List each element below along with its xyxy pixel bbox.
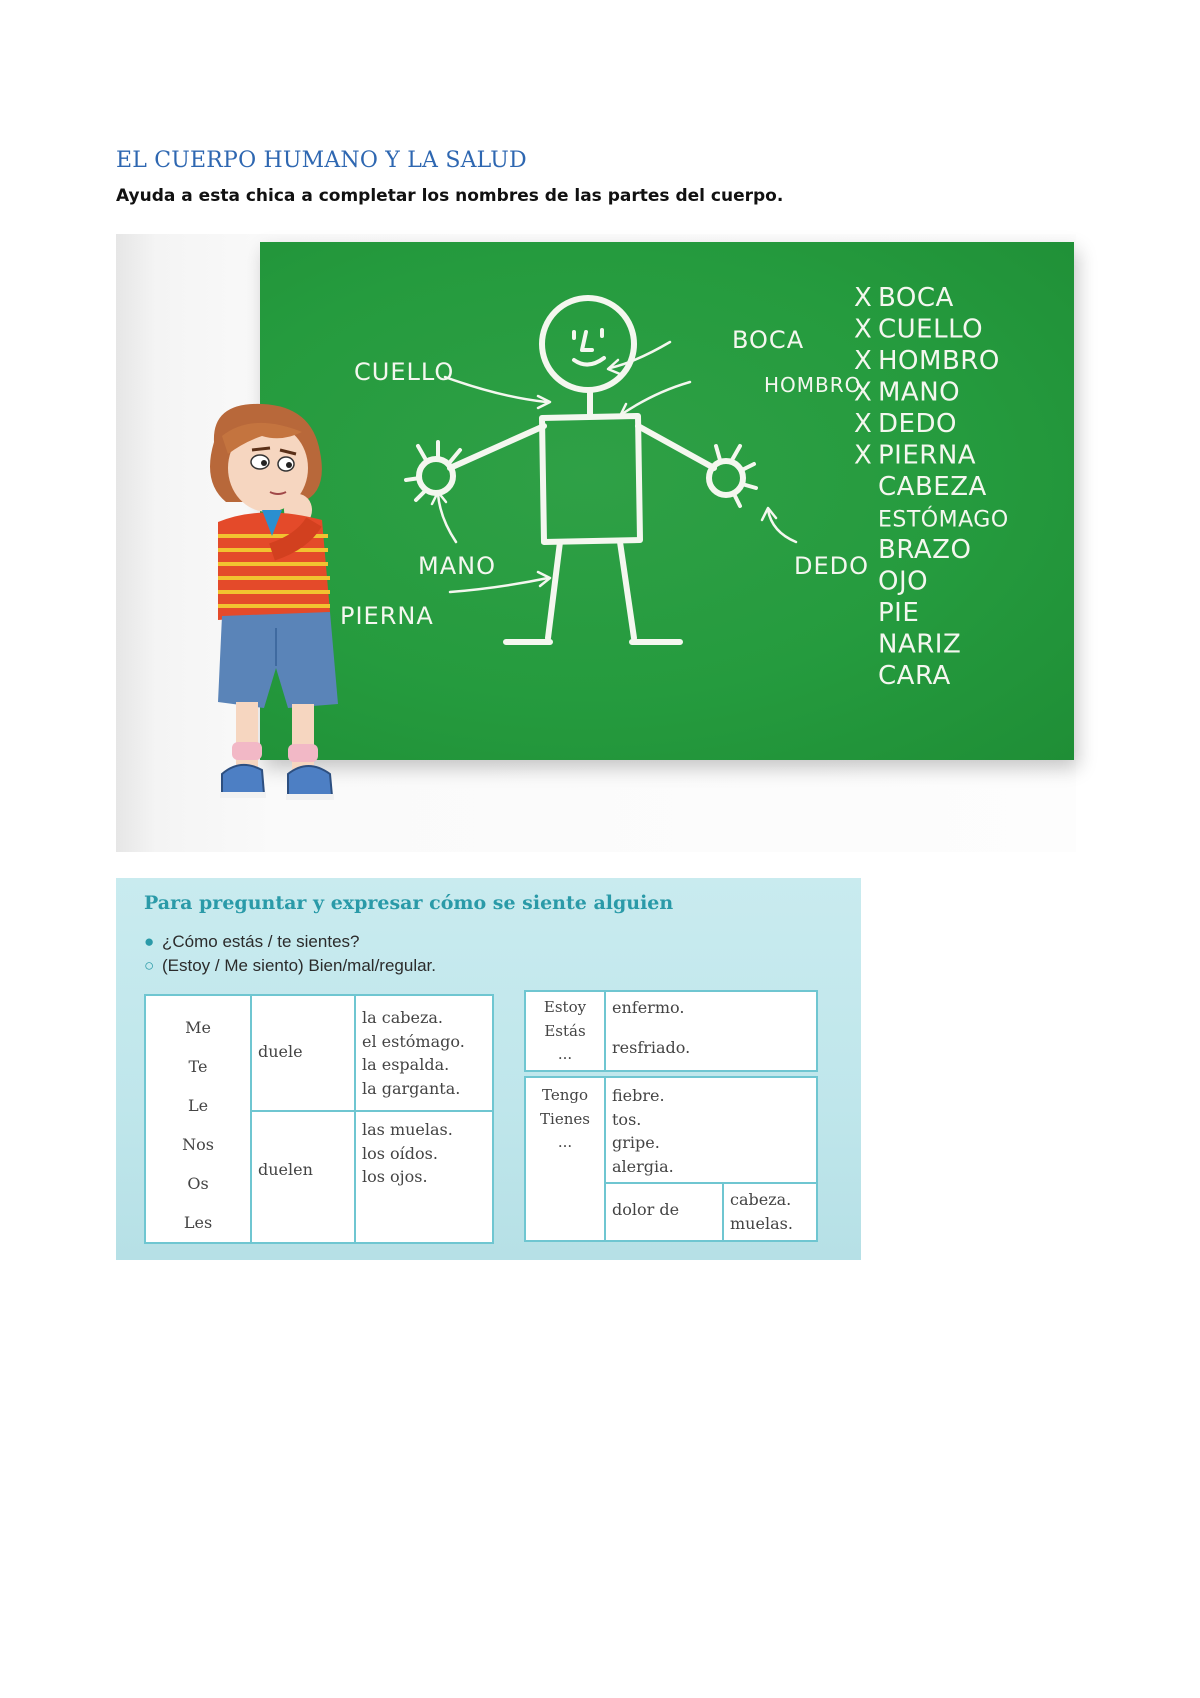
checklist-word: DEDO — [878, 409, 957, 439]
checklist-word: NARIZ — [878, 629, 962, 660]
verb-duelen: duelen — [258, 1160, 313, 1179]
pronoun-column — [146, 1008, 250, 1242]
checklist-word: PIERNA — [878, 440, 977, 471]
checkmark-x-icon: X — [854, 440, 873, 471]
body-parts-illustration — [116, 234, 1076, 852]
tengo-items-list — [612, 1084, 674, 1178]
duele-item: la garganta. — [362, 1078, 461, 1098]
page-subtitle: Ayuda a esta chica a completar los nombres de las partes del cuerpo. — [116, 186, 784, 206]
expressions-title: Para preguntar y expresar cómo se siente alguien — [144, 892, 674, 914]
answer-text: (Estoy / Me siento) Bien/mal/regular. — [162, 956, 437, 975]
pronoun-item: Le — [187, 1096, 209, 1115]
duelen-item: los oídos. — [362, 1143, 438, 1163]
checklist-word: BOCA — [878, 283, 954, 313]
duele-item: la cabeza. — [362, 1008, 444, 1027]
checklist-word: MANO — [878, 377, 961, 408]
tengo-verb: Tienes — [540, 1109, 590, 1128]
label-cuello: CUELLO — [354, 358, 455, 386]
question-line — [144, 932, 359, 952]
duelen-item: las muelas. — [362, 1120, 453, 1139]
label-dedo: DEDO — [794, 552, 870, 580]
checkmark-x-icon: X — [854, 314, 873, 345]
pronoun-item: Nos — [182, 1135, 214, 1154]
label-boca: BOCA — [732, 326, 805, 354]
duele-item: la espalda. — [362, 1055, 450, 1074]
dolor-de-text: dolor de — [612, 1200, 680, 1219]
expressions-box — [116, 878, 861, 1260]
estoy-verb: ... — [557, 1045, 573, 1063]
duelen-items-list — [362, 1118, 453, 1189]
checklist-word: OJO — [878, 566, 929, 597]
checkmark-x-icon: X — [854, 409, 873, 439]
tengo-verbs-column — [526, 1084, 604, 1155]
dolor-items-list — [730, 1188, 793, 1235]
duelen-item: los ojos. — [362, 1167, 428, 1186]
estoy-verb: Estás — [544, 1021, 586, 1040]
dolor-item: cabeza. — [730, 1190, 792, 1209]
pronoun-item: Te — [188, 1057, 208, 1076]
checkmark-x-icon: X — [854, 283, 873, 313]
pronoun-item: Les — [183, 1213, 213, 1232]
girl-character-illustration — [152, 402, 352, 822]
estoy-item-resfriado: resfriado. — [612, 1038, 691, 1057]
tengo-item: alergia. — [612, 1156, 674, 1176]
tengo-table — [524, 1076, 818, 1242]
duele-items-list — [362, 1006, 465, 1100]
pronoun-item: Os — [187, 1174, 209, 1193]
checkmark-x-icon: X — [854, 377, 873, 408]
checklist-word: PIE — [878, 598, 920, 628]
word-checklist — [854, 283, 1009, 691]
duele-table — [144, 994, 494, 1244]
label-hombro: HOMBRO — [764, 373, 862, 397]
tengo-verb: ... — [557, 1133, 573, 1151]
chalkboard — [260, 242, 1074, 760]
checklist-word: ESTÓMAGO — [878, 507, 1009, 533]
pronoun-item: Me — [185, 1018, 211, 1037]
verb-duele: duele — [258, 1042, 303, 1061]
tengo-verb: Tengo — [541, 1086, 588, 1104]
stick-head — [542, 298, 634, 390]
estoy-table — [524, 990, 818, 1072]
checklist-word: CARA — [878, 661, 951, 691]
estoy-verb: Estoy — [543, 998, 587, 1016]
tengo-item: fiebre. — [612, 1086, 665, 1105]
page-title: EL CUERPO HUMANO Y LA SALUD — [116, 148, 527, 173]
checkmark-x-icon: X — [854, 346, 873, 376]
estoy-verbs-column — [526, 996, 604, 1067]
hollow-bullet-icon: ○ — [144, 956, 155, 975]
answer-line — [144, 956, 436, 976]
checklist-word: CABEZA — [878, 472, 987, 502]
estoy-item-enfermo: enfermo. — [612, 998, 685, 1017]
duele-item: el estómago. — [362, 1031, 465, 1051]
checklist-word: HOMBRO — [878, 346, 1000, 376]
stick-figure-drawing — [260, 242, 1074, 760]
question-text: ¿Cómo estás / te sientes? — [162, 932, 360, 951]
tengo-item: gripe. — [612, 1133, 660, 1152]
label-mano: MANO — [418, 552, 496, 580]
checklist-word: BRAZO — [878, 535, 972, 565]
dolor-item: muelas. — [730, 1213, 793, 1233]
stick-body — [542, 416, 640, 542]
checklist-word: CUELLO — [878, 314, 984, 345]
label-pierna: PIERNA — [340, 602, 434, 630]
filled-bullet-icon: ● — [144, 932, 155, 951]
tengo-item: tos. — [612, 1109, 642, 1129]
